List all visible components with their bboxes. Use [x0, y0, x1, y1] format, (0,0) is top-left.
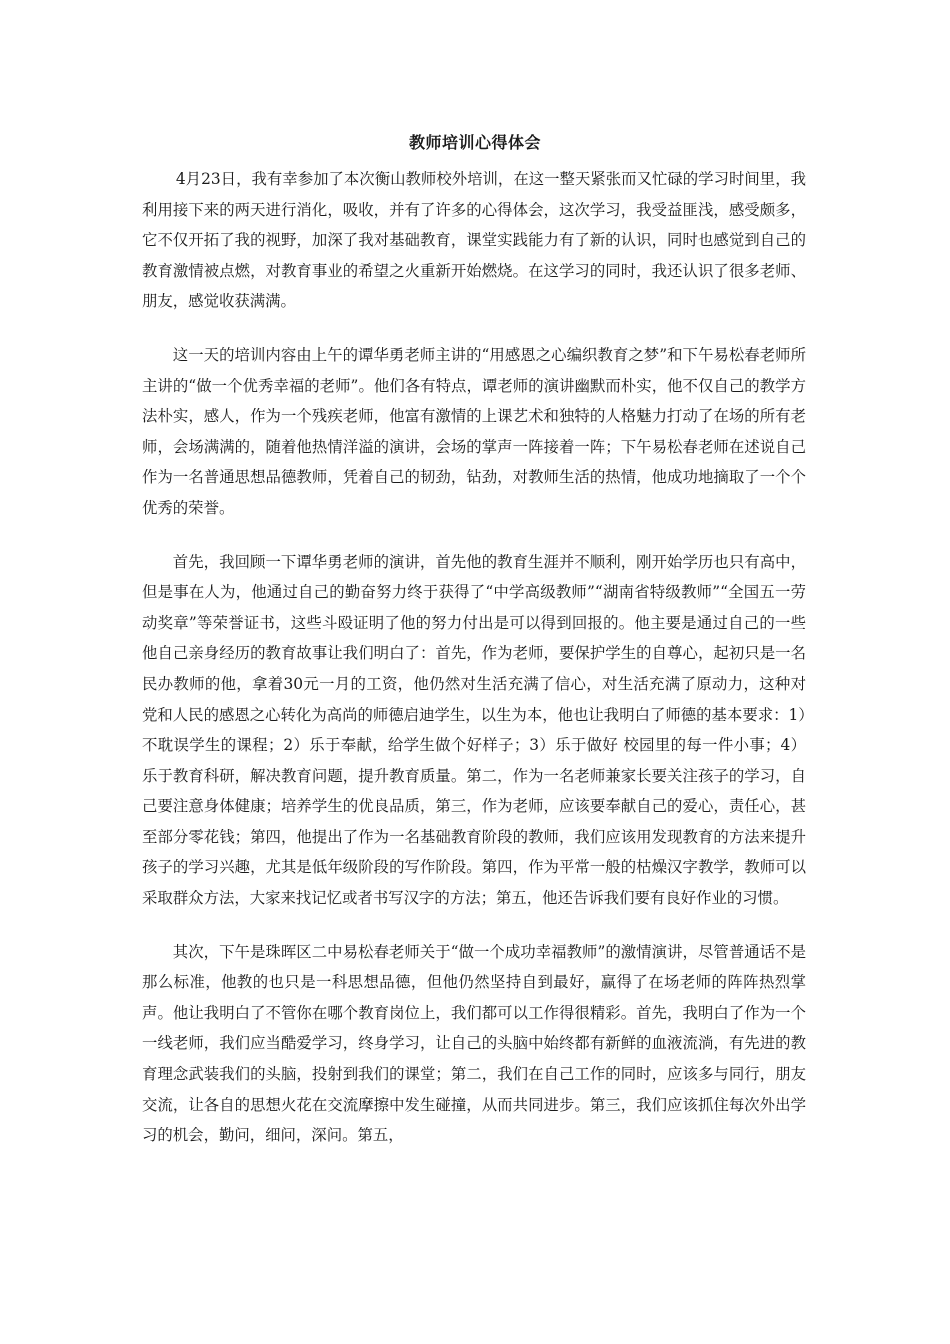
paragraph-2: 这一天的培训内容由上午的谭华勇老师主讲的“用感恩之心编织教育之梦”和下午易松春老师所主讲的“做一个优秀幸福的老师”。他们各有特点，谭老师的演讲幽默而朴实，他不仅自己的教学方法朴实，感人，作为一个残疾老师，他富有激情的上课艺术和独特的人格魅力打动了在场的所有老师，会场满满的，随着他热情洋溢的演讲，会场的掌声一阵接着一阵；下午易松春老师在述说自己作为一名普通思想品德教师，凭着自己的韧劲，钻劲，对教师生活的热情，他成功地摘取了一个个优秀的荣誉。 [142, 345, 806, 517]
document-body [142, 164, 806, 1151]
paragraph-3: 首先，我回顾一下谭华勇老师的演讲，首先他的教育生涯并不顺利，刚开始学历也只有高中，但是事在人为，他通过自己的勤奋努力终于获得了“中学高级教师”“湖南省特级教师”“全国五一劳动奖章”等荣誉证书，这些斗殴证明了他的努力付出是可以得到回报的。他主要是通过自己的一些他自己亲身经历的教育故事让我们明白了：首先，作为老师，要保护学生的自尊心，起初只是一名民办教师的他，拿着30元一月的工资，他仍然对生活充满了信心，对生活充满了原动力，这种对党和人民的感恩之心转化为高尚的师德启迪学生，以生为本，他也让我明白了师德的基本要求：1）不耽误学生的课程；2）乐于奉献，给学生做个好样子；3）乐于做好 校园里的每一件小事；4）乐于教育科研，解决教育问题，提升教育质量。第二，作为一名老师兼家长要关注孩子的学习，自己要注意身体健康；培养学生的优良品质，第三，作为老师，应该要奉献自己的爱心，责任心，甚至部分零花钱；第四，他提出了作为一名基础教育阶段的教师，我们应该用发现教育的方法来提升孩子的学习兴趣，尤其是低年级阶段的写作阶段。第四，作为平常一般的枯燥汉字教学，教师可以采取群众方法，大家来找记忆或者书写汉字的方法；第五，他还告诉我们要有良好作业的习惯。 [142, 552, 806, 908]
paragraph-4: 其次，下午是珠晖区二中易松春老师关于“做一个成功幸福教师”的激情演讲，尽管普通话不是那么标准，他教的也只是一科思想品德，但他仍然坚持自到最好，赢得了在场老师的阵阵热烈掌声。他让我明白了不管你在哪个教育岗位上，我们都可以工作得很精彩。首先，我明白了作为一个一线老师，我们应当酷爱学习，终身学习，让自己的头脑中始终都有新鲜的血液流淌，有先进的教育理念武装我们的头脑，投射到我们的课堂；第二，我们在自己工作的同时，应该多与同行，朋友交流，让各自的思想火花在交流摩擦中发生碰撞，从而共同进步。第三，我们应该抓住每次外出学习的机会，勤问，细问，深问。第五， [142, 942, 806, 1145]
document-title: 教师培训心得体会 [408, 133, 541, 152]
paragraph-1: 4月23日，我有幸参加了本次衡山教师校外培训，在这一整天紧张而又忙碌的学习时间里，我利用接下来的两天进行消化，吸收，并有了许多的心得体会，这次学习，我受益匪浅，感受颇多，它不仅开拓了我的视野，加深了我对基础教育，课堂实践能力有了新的认识，同时也感觉到自己的教育激情被点燃，对教育事业的希望之火重新开始燃烧。在这学习的同时，我还认识了很多老师、朋友，感觉收获满满。 [142, 170, 806, 311]
